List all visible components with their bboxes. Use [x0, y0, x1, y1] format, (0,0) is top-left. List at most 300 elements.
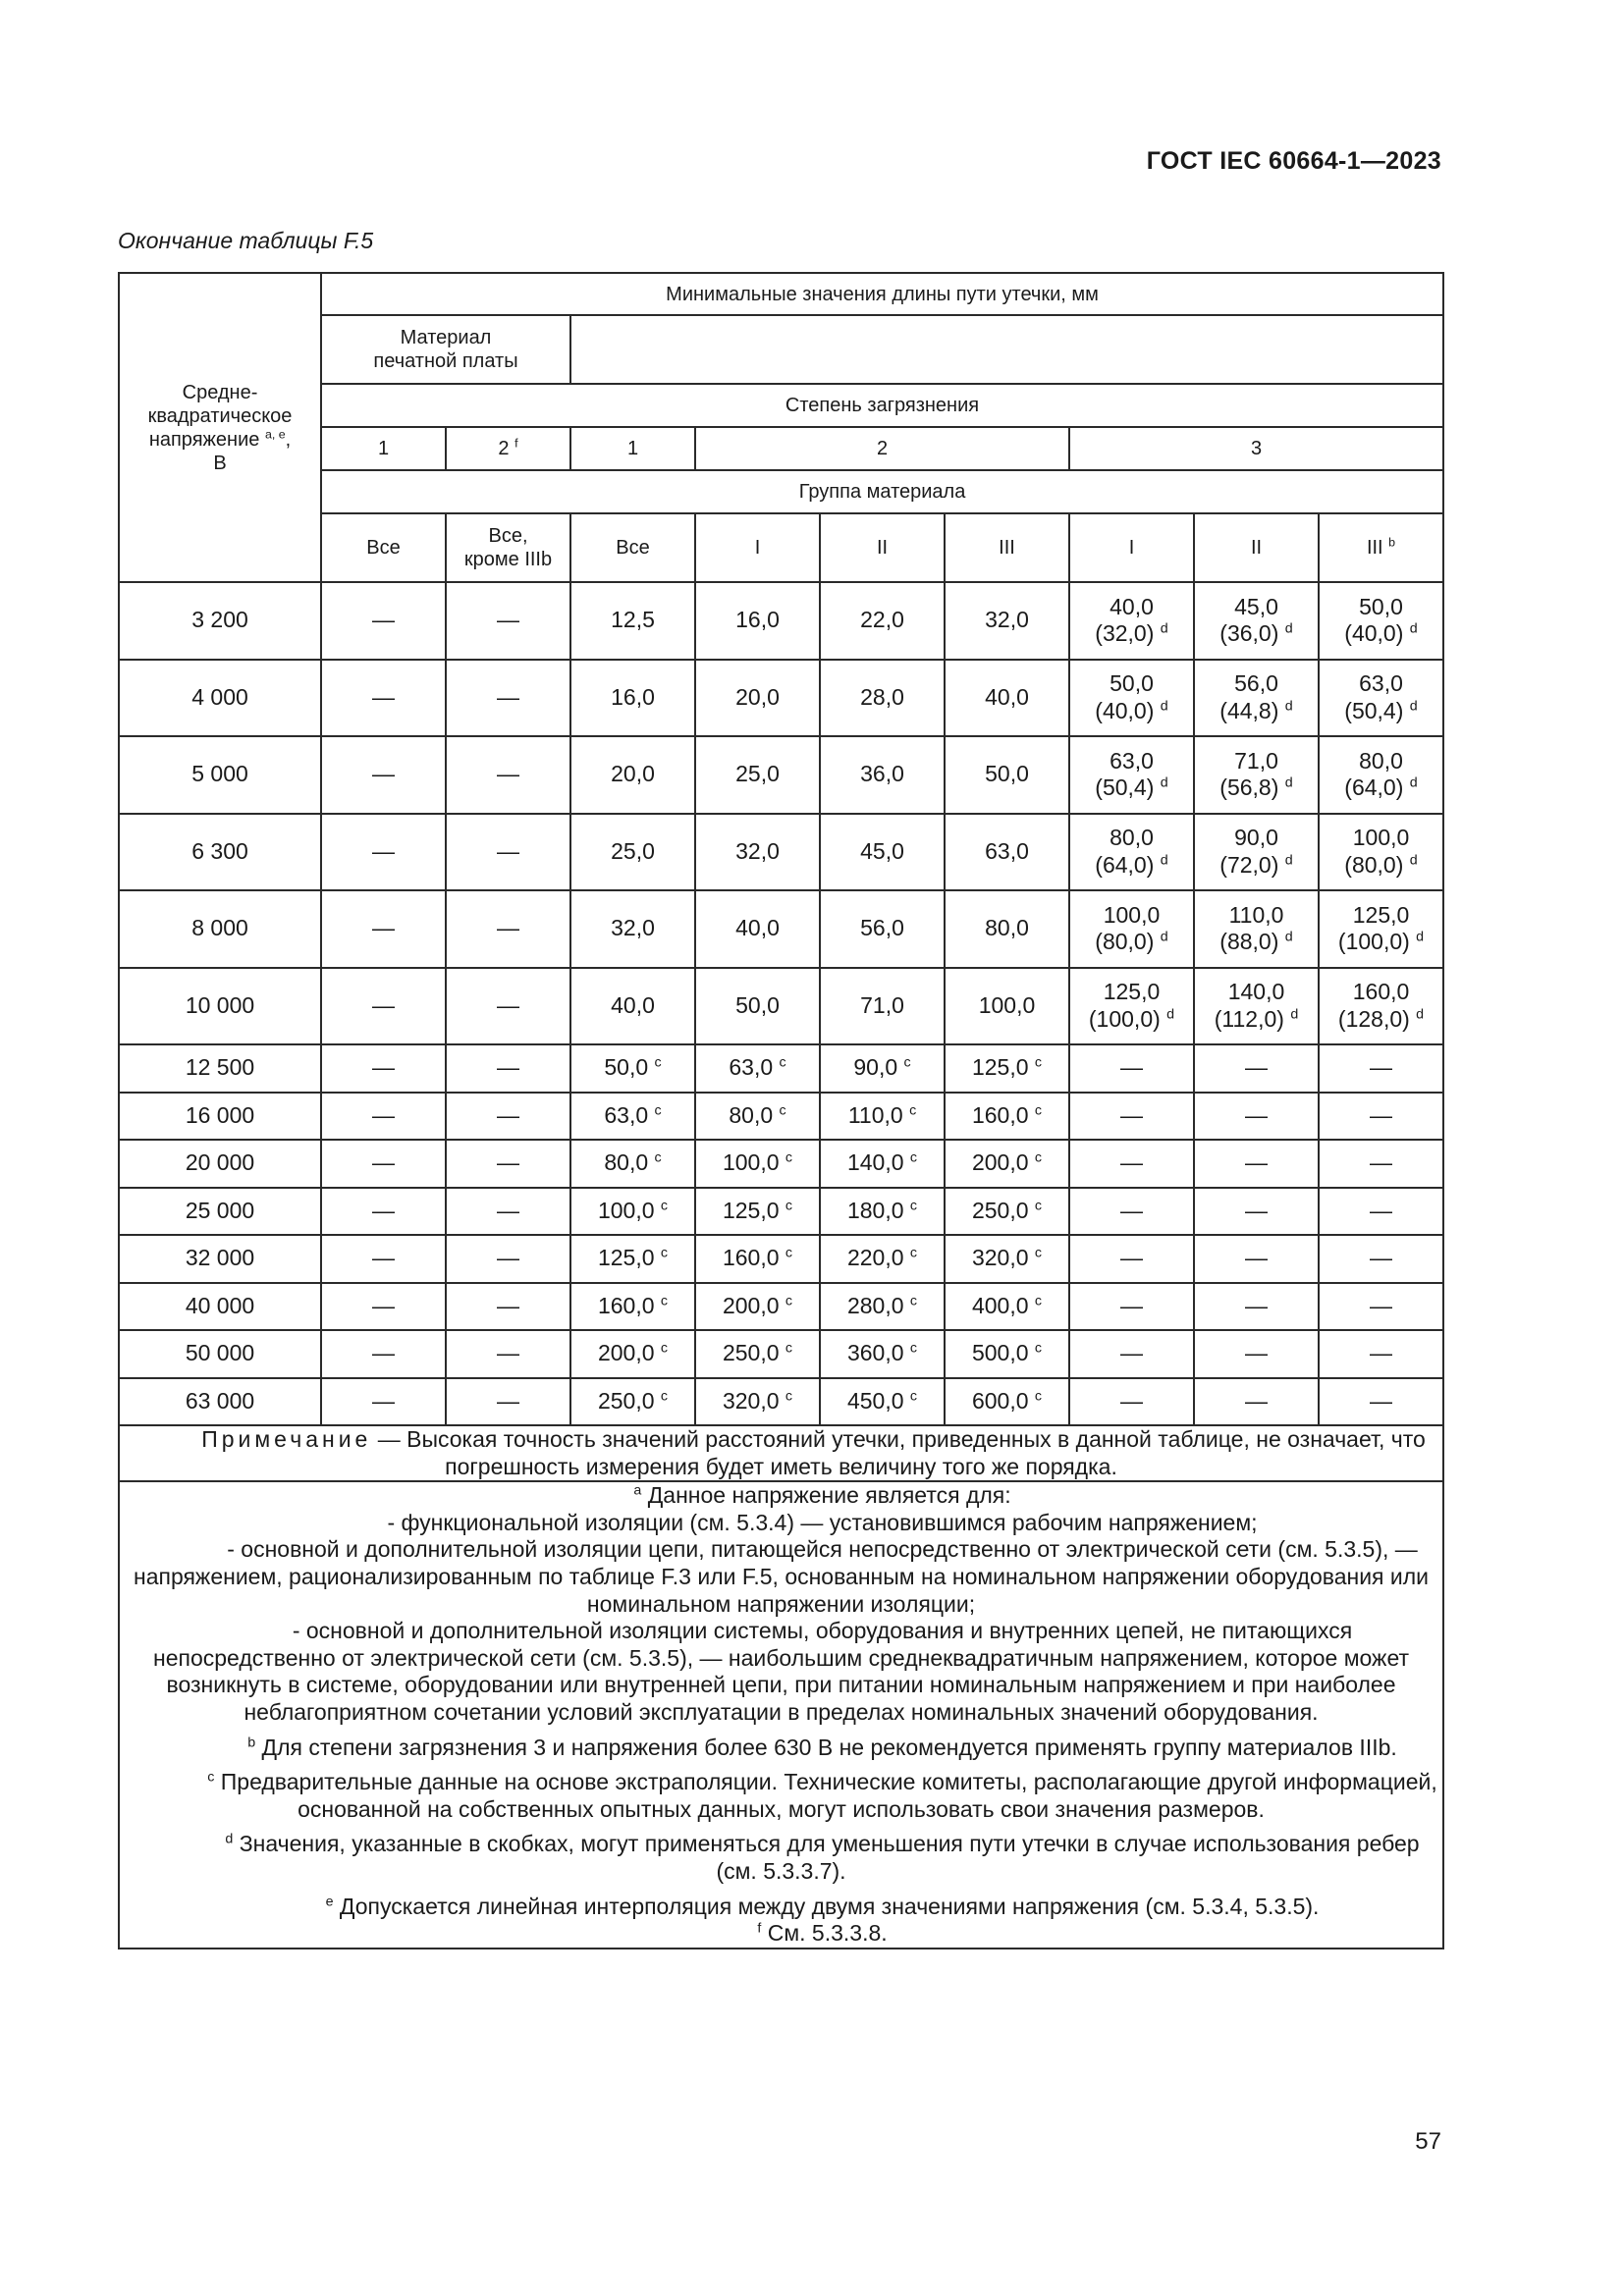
degree-sup: f: [514, 436, 518, 451]
value-text: 220,0: [846, 1245, 904, 1271]
value-cell: [945, 968, 1069, 1045]
table-row: [119, 736, 1443, 814]
value-text: 16,0: [735, 607, 780, 633]
table-row: [119, 1283, 1443, 1331]
value-text: —: [1370, 1197, 1393, 1223]
value-text: 180,0: [846, 1197, 904, 1223]
value-text: —: [1370, 1245, 1393, 1271]
degree-value: 2: [876, 438, 889, 459]
value-cell: [1194, 660, 1319, 737]
pcb-material-line2: печатной платы: [373, 350, 518, 372]
value-text: 100,0: [978, 991, 1036, 1018]
value-cell: [1194, 1044, 1319, 1093]
value-text: —: [1370, 1292, 1393, 1318]
value-paren-line: [1320, 620, 1442, 648]
value-text: 200,0: [597, 1340, 655, 1366]
voltage-cell: 10 000: [119, 968, 321, 1045]
value-cell: [945, 1330, 1069, 1378]
value-sup: c: [909, 1340, 918, 1357]
table-row: [119, 890, 1443, 968]
footnote-f-mark: f: [757, 1920, 762, 1937]
value-main: 110,0: [1228, 901, 1284, 928]
voltage-cell: 25 000: [119, 1188, 321, 1236]
value-cell: [945, 582, 1069, 660]
value-cell: [695, 814, 820, 891]
value-paren-line: [1320, 1006, 1442, 1034]
voltage-cell: 20 000: [119, 1140, 321, 1188]
value-paren-sup: d: [1290, 1006, 1299, 1023]
value-main: 63,0: [1110, 747, 1154, 774]
value-paren-line: [1320, 774, 1442, 802]
value-text: 16,0: [611, 683, 655, 710]
value-paren-line: [1070, 1006, 1193, 1034]
footnote-b-mark: b: [247, 1734, 256, 1750]
value-cell: [695, 968, 820, 1045]
value-text: 160,0: [597, 1292, 655, 1318]
value-sup: c: [1034, 1102, 1043, 1119]
group-line1: Все: [366, 537, 401, 559]
value-cell: [1069, 660, 1194, 737]
value-text: —: [497, 1197, 519, 1223]
value-text: —: [1120, 1340, 1143, 1366]
value-paren: (44,8): [1219, 697, 1279, 723]
value-text: —: [497, 1387, 519, 1414]
group-line1: Все: [616, 537, 650, 559]
value-cell: [570, 736, 695, 814]
value-text: 100,0: [597, 1197, 655, 1223]
value-text: —: [372, 1101, 395, 1128]
value-cell: [570, 890, 695, 968]
value-paren-sup: d: [1160, 929, 1168, 945]
table-row: [119, 968, 1443, 1045]
value-cell: [446, 1140, 570, 1188]
value-cell: [1069, 1330, 1194, 1378]
degree-value: 1: [626, 438, 639, 459]
value-cell: [695, 1140, 820, 1188]
value-cell: [945, 890, 1069, 968]
value-paren-sup: d: [1409, 698, 1418, 715]
value-paren: (100,0): [1337, 929, 1410, 955]
value-text: —: [497, 761, 519, 787]
value-sup: c: [785, 1149, 793, 1166]
value-text: —: [372, 1340, 395, 1366]
value-main: 100,0: [1103, 901, 1161, 928]
value-cell: [570, 1330, 695, 1378]
value-sup: c: [1034, 1054, 1043, 1071]
value-paren: (50,4): [1344, 697, 1404, 723]
value-cell: [945, 1044, 1069, 1093]
value-cell: [1069, 1093, 1194, 1141]
value-cell: [945, 736, 1069, 814]
voltage-label-main: напряжение: [148, 428, 260, 451]
value-paren-line: [1320, 852, 1442, 880]
group-line2: кроме IIIb: [463, 549, 553, 570]
value-cell: [321, 660, 446, 737]
value-text: —: [372, 1149, 395, 1176]
value-text: —: [497, 915, 519, 941]
value-text: 125,0: [597, 1245, 655, 1271]
value-cell: [570, 660, 695, 737]
value-paren-sup: d: [1284, 620, 1293, 637]
value-text: 160,0: [722, 1245, 780, 1271]
value-cell: [570, 582, 695, 660]
value-text: —: [497, 1149, 519, 1176]
footnote-a-intro: Данное напряжение является для:: [641, 1482, 1011, 1509]
value-text: 250,0: [722, 1340, 780, 1366]
value-cell: [446, 968, 570, 1045]
value-paren: (64,0): [1095, 851, 1155, 878]
group-line1: I: [754, 537, 761, 559]
value-cell: [1069, 968, 1194, 1045]
value-cell: [1194, 1188, 1319, 1236]
voltage-label-line2: квадратическое: [147, 404, 293, 427]
value-sup: c: [909, 1198, 918, 1214]
value-cell: [695, 660, 820, 737]
value-cell: [695, 1283, 820, 1331]
voltage-cell: 8 000: [119, 890, 321, 968]
min-values-title: Минимальные значения длины пути утечки, мм: [321, 273, 1443, 315]
value-text: 40,0: [985, 683, 1029, 710]
value-cell: [1319, 1044, 1443, 1093]
group-sup: b: [1388, 535, 1396, 550]
value-text: —: [1245, 1101, 1268, 1128]
value-cell: [1194, 1283, 1319, 1331]
value-text: 22,0: [860, 607, 904, 633]
value-text: —: [372, 683, 395, 710]
value-paren-line: [1070, 698, 1193, 725]
value-paren-sup: d: [1160, 852, 1168, 869]
value-sup: c: [903, 1054, 911, 1071]
value-text: —: [1370, 1149, 1393, 1176]
value-text: 320,0: [722, 1387, 780, 1414]
value-cell: [695, 1093, 820, 1141]
value-text: 500,0: [971, 1340, 1029, 1366]
value-text: 80,0: [604, 1149, 649, 1176]
footnote-c-mark: c: [207, 1769, 215, 1786]
value-text: 160,0: [971, 1101, 1029, 1128]
value-cell: [695, 1235, 820, 1283]
footnote-a-mark: a: [633, 1482, 642, 1499]
value-sup: c: [909, 1388, 918, 1405]
footnotes: [119, 1481, 1443, 1949]
value-text: 63,0: [985, 837, 1029, 864]
value-main: 80,0: [1359, 747, 1403, 774]
group-cell: [1194, 513, 1319, 582]
footnote-a-item1: - функциональной изоляции (см. 5.3.4) — установившимся рабочим напряжением;: [387, 1509, 1258, 1535]
value-cell: [321, 582, 446, 660]
footnote-c-text: Предварительные данные на основе экстраполяции. Технические комитеты, располагающие другой информацией, основанной на собственных опытных данных, могут использовать свои значения размеров.: [214, 1769, 1437, 1822]
value-cell: [1194, 890, 1319, 968]
value-sup: c: [660, 1388, 669, 1405]
value-cell: [1194, 582, 1319, 660]
value-cell: [570, 1283, 695, 1331]
value-cell: [820, 660, 945, 737]
value-text: 80,0: [729, 1101, 774, 1128]
voltage-cell: 63 000: [119, 1378, 321, 1426]
value-main: 125,0: [1103, 979, 1161, 1005]
value-cell: [945, 1188, 1069, 1236]
value-paren-sup: d: [1160, 698, 1168, 715]
value-cell: [1319, 1283, 1443, 1331]
value-paren: (36,0): [1219, 620, 1279, 647]
degree-value: 1: [377, 438, 390, 459]
value-sup: c: [660, 1245, 669, 1261]
value-cell: [695, 1044, 820, 1093]
value-text: 450,0: [846, 1387, 904, 1414]
value-text: 50,0: [604, 1054, 649, 1081]
value-paren-sup: d: [1160, 620, 1168, 637]
value-cell: [695, 1188, 820, 1236]
value-cell: [321, 890, 446, 968]
value-paren-line: [1070, 852, 1193, 880]
group-line1: I: [1128, 537, 1135, 559]
value-cell: [820, 582, 945, 660]
value-text: 32,0: [611, 915, 655, 941]
value-paren: (88,0): [1219, 929, 1279, 955]
value-text: 110,0: [847, 1101, 903, 1128]
value-text: 140,0: [846, 1149, 904, 1176]
degree-value: 2: [498, 438, 510, 459]
value-text: —: [1245, 1245, 1268, 1271]
value-text: —: [372, 1054, 395, 1081]
value-text: —: [1120, 1197, 1143, 1223]
group-cell: [321, 513, 446, 582]
value-paren-sup: d: [1416, 929, 1425, 945]
value-cell: [820, 1044, 945, 1093]
value-text: —: [1370, 1387, 1393, 1414]
value-text: 50,0: [735, 991, 780, 1018]
table-row: [119, 660, 1443, 737]
value-cell: [321, 1044, 446, 1093]
table-note: [119, 1425, 1443, 1481]
group-line1: III: [999, 537, 1015, 559]
value-paren-sup: d: [1409, 852, 1418, 869]
value-main: 125,0: [1352, 901, 1410, 928]
value-sup: c: [785, 1293, 793, 1309]
value-cell: [446, 582, 570, 660]
value-cell: [1319, 1188, 1443, 1236]
value-text: —: [497, 1101, 519, 1128]
value-cell: [570, 1140, 695, 1188]
value-cell: [1069, 582, 1194, 660]
value-text: —: [372, 1292, 395, 1318]
footnote-a-item2: - основной и дополнительной изоляции цепи, питающейся непосредственно от электрической сети (см. 5.3.5), — напряжением, рационализированным по таблице F.3 или F.5, основанным на номинальном напряжении оборудования или номинальном напряжении изоляции;: [134, 1536, 1430, 1617]
value-text: 125,0: [722, 1197, 780, 1223]
value-text: 45,0: [860, 837, 904, 864]
voltage-cell: 3 200: [119, 582, 321, 660]
value-text: —: [1120, 1149, 1143, 1176]
value-paren-sup: d: [1409, 774, 1418, 791]
value-text: —: [1245, 1292, 1268, 1318]
value-sup: c: [654, 1102, 662, 1119]
value-text: 63,0: [729, 1054, 774, 1081]
value-sup: c: [660, 1293, 669, 1309]
value-cell: [321, 1283, 446, 1331]
note-text: — Высокая точность значений расстояний утечки, приведенных в данной таблице, не означает, что погрешность измерения будет иметь величину того же порядка.: [371, 1426, 1426, 1479]
value-cell: [321, 1140, 446, 1188]
value-cell: [1069, 1235, 1194, 1283]
value-sup: c: [909, 1102, 917, 1119]
value-main: 40,0: [1110, 593, 1154, 619]
degree-cell: [321, 427, 446, 470]
value-cell: [945, 1140, 1069, 1188]
value-cell: [321, 968, 446, 1045]
value-paren: (72,0): [1219, 851, 1279, 878]
value-main: 140,0: [1227, 979, 1285, 1005]
pcb-material-line1: Материал: [400, 327, 492, 348]
footnote-e-text: Допускается линейная интерполяция между двумя значениями напряжения (см. 5.3.4, 5.3.5).: [333, 1893, 1320, 1919]
value-text: 71,0: [860, 991, 904, 1018]
group-cell: [446, 513, 570, 582]
value-cell: [945, 1283, 1069, 1331]
value-paren-line: [1195, 929, 1318, 956]
value-text: —: [1245, 1340, 1268, 1366]
value-cell: [446, 1093, 570, 1141]
table-container: [118, 272, 1442, 1949]
document-id: ГОСТ IEC 60664-1—2023: [1146, 147, 1441, 175]
table-caption: Окончание таблицы F.5: [118, 228, 374, 253]
group-cell: [945, 513, 1069, 582]
table-row: [119, 1235, 1443, 1283]
value-sup: c: [1034, 1388, 1043, 1405]
value-cell: [820, 736, 945, 814]
value-text: —: [1120, 1054, 1143, 1081]
value-cell: [321, 814, 446, 891]
voltage-cell: 12 500: [119, 1044, 321, 1093]
value-text: —: [1370, 1340, 1393, 1366]
value-paren-sup: d: [1284, 852, 1293, 869]
voltage-label-line1: Средне-: [182, 381, 258, 403]
value-text: 40,0: [611, 991, 655, 1018]
value-text: —: [497, 991, 519, 1018]
value-text: —: [1120, 1245, 1143, 1271]
voltage-label-sep: ,: [285, 428, 292, 451]
value-paren: (64,0): [1344, 774, 1404, 801]
value-main: 50,0: [1110, 670, 1154, 697]
value-cell: [1069, 1283, 1194, 1331]
value-cell: [1069, 1188, 1194, 1236]
value-cell: [820, 1188, 945, 1236]
value-cell: [820, 890, 945, 968]
value-text: —: [497, 607, 519, 633]
pollution-degree-title: Степень загрязнения: [321, 384, 1443, 427]
value-cell: [1319, 582, 1443, 660]
value-sup: c: [785, 1388, 793, 1405]
voltage-cell: 6 300: [119, 814, 321, 891]
value-paren: (40,0): [1095, 697, 1155, 723]
value-sup: c: [779, 1102, 786, 1119]
value-cell: [1194, 1140, 1319, 1188]
voltage-cell: 32 000: [119, 1235, 321, 1283]
table-row: [119, 1044, 1443, 1093]
value-text: —: [372, 761, 395, 787]
value-cell: [321, 1188, 446, 1236]
value-text: —: [1120, 1292, 1143, 1318]
value-cell: [945, 814, 1069, 891]
value-sup: c: [1034, 1245, 1043, 1261]
value-paren: (56,8): [1219, 774, 1279, 801]
pcb-material-header: [321, 315, 570, 384]
value-text: —: [372, 1245, 395, 1271]
value-paren: (40,0): [1344, 620, 1404, 647]
value-cell: [695, 1330, 820, 1378]
value-sup: c: [909, 1149, 918, 1166]
footnote-d-mark: d: [225, 1831, 234, 1847]
value-paren: (128,0): [1337, 1005, 1410, 1032]
value-text: —: [372, 1387, 395, 1414]
value-cell: [321, 1093, 446, 1141]
degree-cell: [570, 427, 695, 470]
value-text: —: [372, 837, 395, 864]
value-sup: c: [785, 1198, 793, 1214]
value-sup: c: [1034, 1198, 1043, 1214]
value-cell: [1194, 736, 1319, 814]
group-cell: [820, 513, 945, 582]
voltage-cell: 5 000: [119, 736, 321, 814]
value-text: —: [497, 1054, 519, 1081]
value-cell: [1319, 1235, 1443, 1283]
value-cell: [570, 1044, 695, 1093]
value-paren-line: [1195, 852, 1318, 880]
note-lead: Примечание: [201, 1426, 372, 1452]
value-cell: [1319, 1330, 1443, 1378]
value-sup: c: [785, 1340, 793, 1357]
voltage-cell: 16 000: [119, 1093, 321, 1141]
value-paren-line: [1320, 698, 1442, 725]
value-paren-line: [1195, 620, 1318, 648]
value-cell: [1319, 660, 1443, 737]
table-row: [119, 1378, 1443, 1426]
value-text: —: [497, 1340, 519, 1366]
value-cell: [1069, 814, 1194, 891]
degree-cell: [695, 427, 1069, 470]
table-row: [119, 1140, 1443, 1188]
value-paren-line: [1320, 929, 1442, 956]
value-cell: [446, 1378, 570, 1426]
value-text: 20,0: [611, 761, 655, 787]
value-cell: [1319, 1378, 1443, 1426]
value-cell: [1194, 1093, 1319, 1141]
value-sup: c: [779, 1054, 786, 1071]
value-cell: [446, 1283, 570, 1331]
value-cell: [446, 660, 570, 737]
value-cell: [570, 1188, 695, 1236]
value-text: —: [1370, 1101, 1393, 1128]
value-text: —: [497, 1292, 519, 1318]
value-main: 45,0: [1234, 593, 1278, 619]
voltage-header: [119, 273, 321, 582]
table-row: [119, 582, 1443, 660]
value-cell: [945, 1235, 1069, 1283]
value-text: 250,0: [971, 1197, 1029, 1223]
value-cell: [820, 1378, 945, 1426]
value-text: 90,0: [853, 1054, 898, 1081]
value-cell: [446, 1044, 570, 1093]
value-paren-line: [1070, 774, 1193, 802]
value-text: —: [497, 837, 519, 864]
value-sup: c: [909, 1293, 918, 1309]
value-sup: c: [1034, 1149, 1043, 1166]
value-paren: (32,0): [1095, 620, 1155, 647]
value-text: 280,0: [846, 1292, 904, 1318]
table-row: [119, 1188, 1443, 1236]
value-cell: [1319, 968, 1443, 1045]
value-cell: [1069, 1044, 1194, 1093]
group-cell: [570, 513, 695, 582]
value-text: 25,0: [735, 761, 780, 787]
value-cell: [1069, 890, 1194, 968]
group-cell: [1069, 513, 1194, 582]
